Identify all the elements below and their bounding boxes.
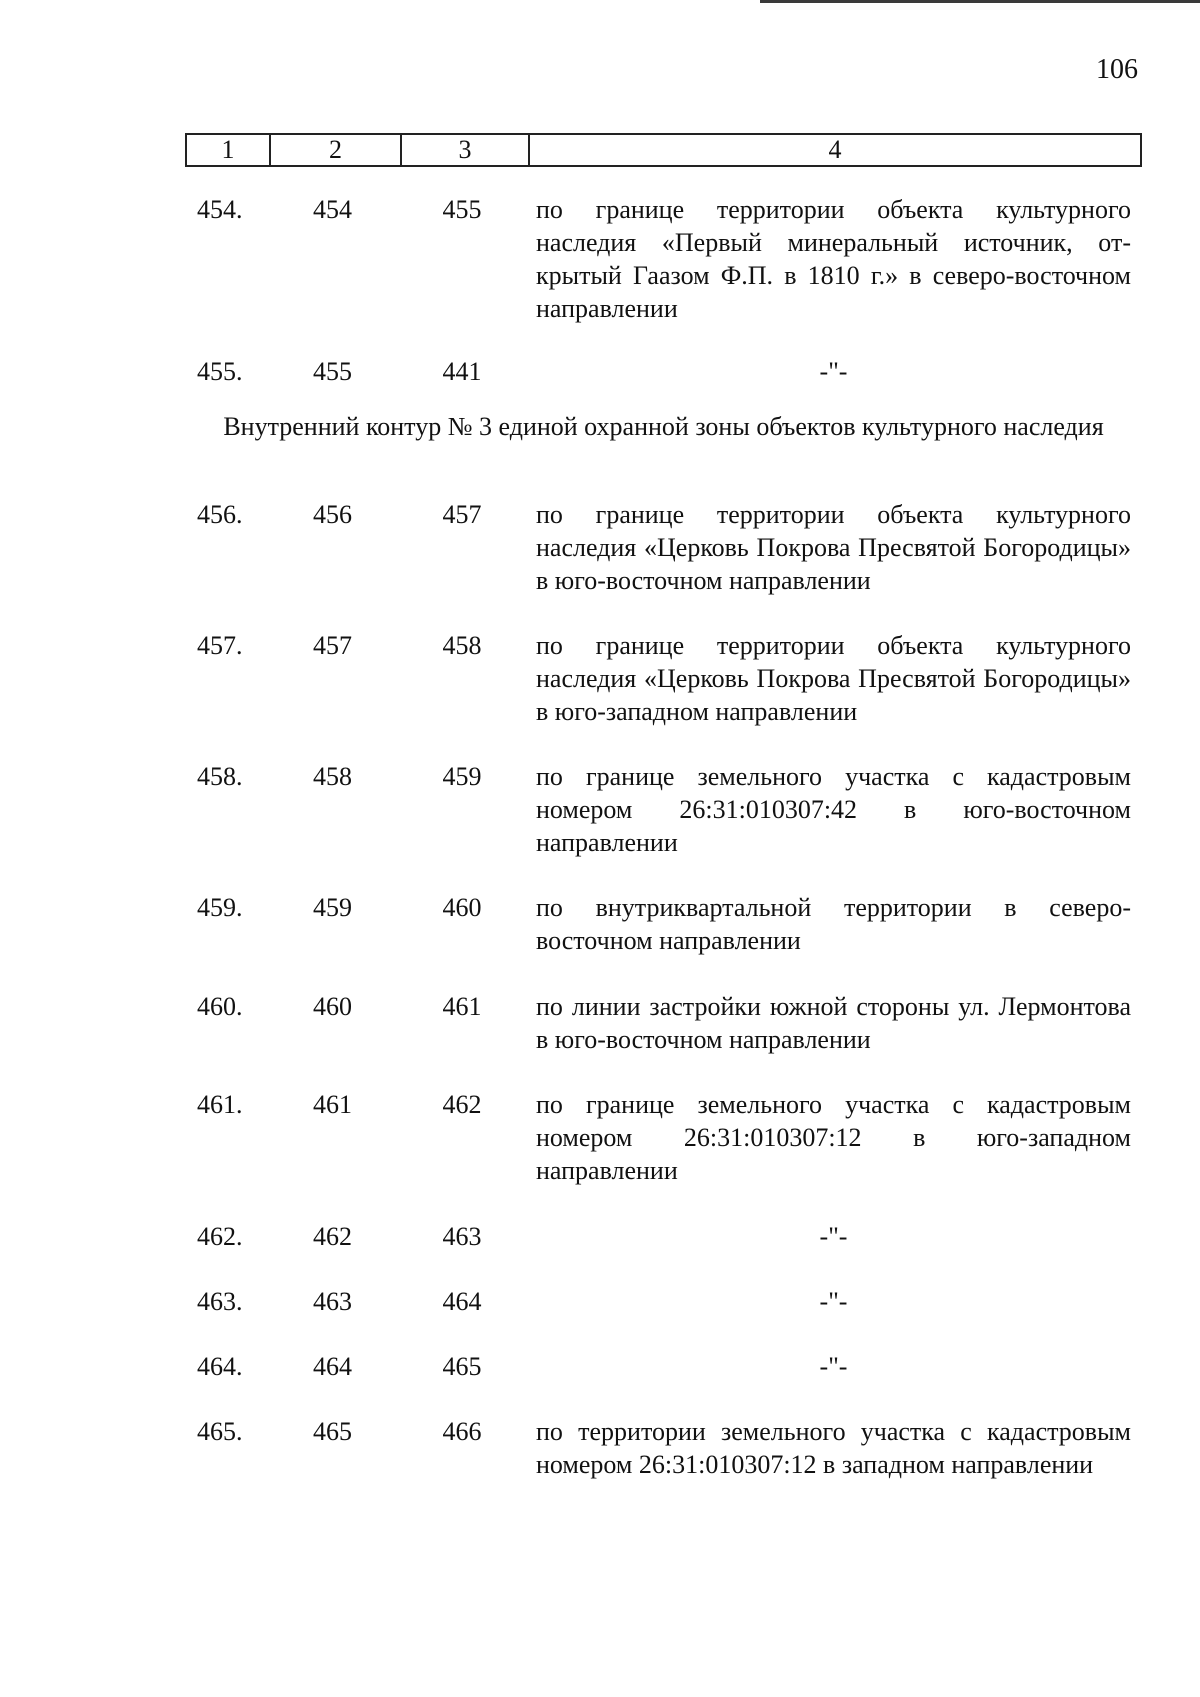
point-from: 459 [313,893,352,922]
point-to: 459 [442,762,482,791]
section-heading: Внутренний контур № 3 единой охранной зоны объектов культурного наследия [223,412,1104,441]
top-border-line [760,0,1200,3]
row-number: 458. [197,762,243,791]
point-to: 465 [442,1352,482,1381]
boundary-description: по линии застройки южной стороны ул. Лермонтова в юго-восточном направлении [536,992,1131,1054]
row-number: 456. [197,500,243,529]
row-number: 463. [197,1287,243,1316]
boundary-description: -"- [819,1352,848,1381]
row-number: 457. [197,631,243,660]
row-number: 464. [197,1352,243,1381]
header-col-2: 2 [269,135,400,165]
boundary-description: по границе земельного участка с кадастровым номером 26:31:010307:42 в юго-восточном направлении [536,762,1131,857]
boundary-description: по границе территории объекта культурного наследия «Церковь Покрова Пресвятой Богородицы» в юго-восточном направлении [536,500,1131,595]
row-number: 459. [197,893,243,922]
boundary-description: по территории земельного участка с кадастровым номером 26:31:010307:12 в западном направлении [536,1417,1131,1479]
point-from: 457 [313,631,352,660]
point-to: 463 [442,1222,482,1251]
point-from: 455 [313,357,352,386]
boundary-description: по границе территории объекта культурного наследия «Церковь Покрова Пресвятой Богородицы» в юго-западном направлении [536,631,1131,726]
point-to: 455 [442,195,482,224]
point-to: 460 [442,893,482,922]
point-to: 462 [442,1090,482,1119]
boundary-description: -"- [819,1222,848,1251]
point-to: 461 [442,992,482,1021]
boundary-description: по внутриквартальной территории в северо-восточном направлении [536,893,1131,955]
header-col-3: 3 [400,135,528,165]
point-from: 454 [313,195,352,224]
point-from: 465 [313,1417,352,1446]
point-from: 461 [313,1090,352,1119]
point-from: 462 [313,1222,352,1251]
point-from: 458 [313,762,352,791]
point-to: 457 [442,500,482,529]
point-from: 464 [313,1352,352,1381]
point-from: 456 [313,500,352,529]
row-number: 460. [197,992,243,1021]
row-number: 455. [197,357,243,386]
point-to: 464 [442,1287,482,1316]
point-to: 441 [442,357,482,386]
boundary-description: по границе территории объекта культурного наследия «Первый минеральный источник, открытый Гаазом Ф.П. в 1810 г.» в северо-восточном направлении [536,195,1131,323]
point-from: 463 [313,1287,352,1316]
header-col-1: 1 [221,135,235,164]
boundary-description: -"- [819,1287,848,1316]
row-number: 454. [197,195,243,224]
header-col-4: 4 [528,135,1140,165]
point-from: 460 [313,992,352,1021]
table-header [185,133,1142,167]
row-number: 465. [197,1417,243,1446]
row-number: 461. [197,1090,243,1119]
point-to: 458 [442,631,482,660]
page-number: 106 [1096,54,1138,85]
boundary-description: -"- [819,357,848,386]
row-number: 462. [197,1222,243,1251]
boundary-description: по границе земельного участка с кадастровым номером 26:31:010307:12 в юго-западном направлении [536,1090,1131,1185]
point-to: 466 [442,1417,482,1446]
